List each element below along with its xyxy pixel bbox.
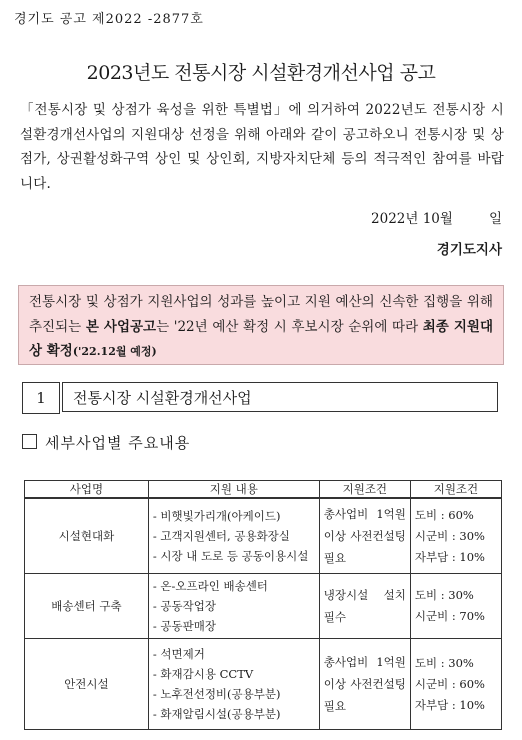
- table-row: [25, 574, 502, 639]
- project-name: 배송센터 구축: [25, 574, 149, 639]
- date-year-month: 2022년 10월: [371, 211, 453, 227]
- support-content: [148, 498, 319, 574]
- notice-small: ('22.12월 예정): [72, 345, 157, 358]
- table-header-row: [25, 481, 502, 499]
- list-item: - 화재알림시설(공용부분): [153, 704, 315, 724]
- ratio-line: 도비 : 30%: [414, 588, 474, 602]
- project-table: [24, 480, 502, 730]
- ratio-line: 자부담 : 10%: [414, 549, 485, 564]
- ratio-line: 시군비 : 30%: [414, 528, 485, 543]
- announcement-body: 「전통시장 및 상점가 육성을 위한 특별법」에 의거하여 2022년도 전통시장 시설환경개선사업의 지원대상 선정을 위해 아래와 같이 공고하오니 전통시장 및 상점가, 상권활성화구역 상인 및 상인회, 지방자치단체 등의 적극적인 참여를 바랍니다.: [20, 102, 504, 192]
- support-condition: 냉장시설 설치 필수: [319, 574, 410, 639]
- list-item: - 온-오프라인 배송센터: [153, 576, 315, 596]
- funding-ratio: [410, 639, 501, 730]
- list-item: - 비햇빛가리개(아케이드): [153, 506, 315, 526]
- section-title: 전통시장 시설환경개선사업: [62, 382, 498, 412]
- document-title: 2023년도 전통시장 시설환경개선사업 공고: [86, 62, 436, 84]
- project-name: 시설현대화: [25, 498, 149, 574]
- header-ratio: 지원조건: [410, 481, 501, 499]
- document-number: 경기도 공고 제2022 -2877호: [14, 12, 204, 27]
- notice-text: [29, 286, 493, 365]
- table-row: [25, 498, 502, 574]
- section-number: 1: [22, 382, 60, 414]
- project-name: 안전시설: [25, 639, 149, 730]
- ratio-line: 도비 : 30%: [414, 655, 474, 670]
- ratio-line: 도비 : 60%: [414, 507, 474, 522]
- list-item: - 시장 내 도로 등 공동이용시설: [153, 546, 315, 566]
- list-item: - 고객지원센터, 공용화장실: [153, 526, 315, 546]
- funding-ratio: [410, 498, 501, 574]
- list-item: - 공동판매장: [153, 616, 315, 636]
- notice-bold1: 본 사업공고: [85, 318, 157, 335]
- support-condition: 총사업비 1억원 이상 사전컨설팅 필요: [319, 639, 410, 730]
- ratio-line: 시군비 : 60%: [414, 676, 485, 691]
- support-condition: 총사업비 1억원 이상 사전컨설팅 필요: [319, 498, 410, 574]
- checkbox-square-icon: [22, 434, 37, 449]
- date-day: 일: [488, 211, 502, 227]
- support-content: [148, 574, 319, 639]
- funding-ratio: [410, 574, 501, 639]
- subheading: [22, 432, 190, 453]
- list-item: - 석면제거: [153, 644, 315, 664]
- subheading-text: 세부사업별 주요내용: [45, 434, 191, 452]
- list-item: - 공동작업장: [153, 596, 315, 616]
- notice-box: [18, 285, 504, 365]
- ratio-line: 시군비 : 70%: [414, 609, 485, 623]
- ratio-line: 자부담 : 10%: [414, 697, 485, 712]
- header-condition: 지원조건: [319, 481, 410, 499]
- support-content: [148, 639, 319, 730]
- notice-bold2: 최종 지원대상 확정: [29, 318, 494, 359]
- notice-part2: 는 '22년 예산 확정 시 후보시장 순위에 따라: [156, 318, 423, 335]
- list-item: - 화재감시용 CCTV: [153, 664, 315, 684]
- issuer-name: 경기도지사: [436, 242, 502, 258]
- list-item: - 노후전선정비(공용부분): [153, 684, 315, 704]
- announcement-date: [371, 207, 502, 227]
- notice-part1: 전통시장 및 상점가 지원사업의 성과를 높이고 지원 예산의 신속한 집행을 위해 추진되는: [29, 294, 493, 335]
- header-support-content: 지원 내용: [148, 481, 319, 499]
- table-row: [25, 639, 502, 730]
- header-project-name: 사업명: [25, 481, 149, 499]
